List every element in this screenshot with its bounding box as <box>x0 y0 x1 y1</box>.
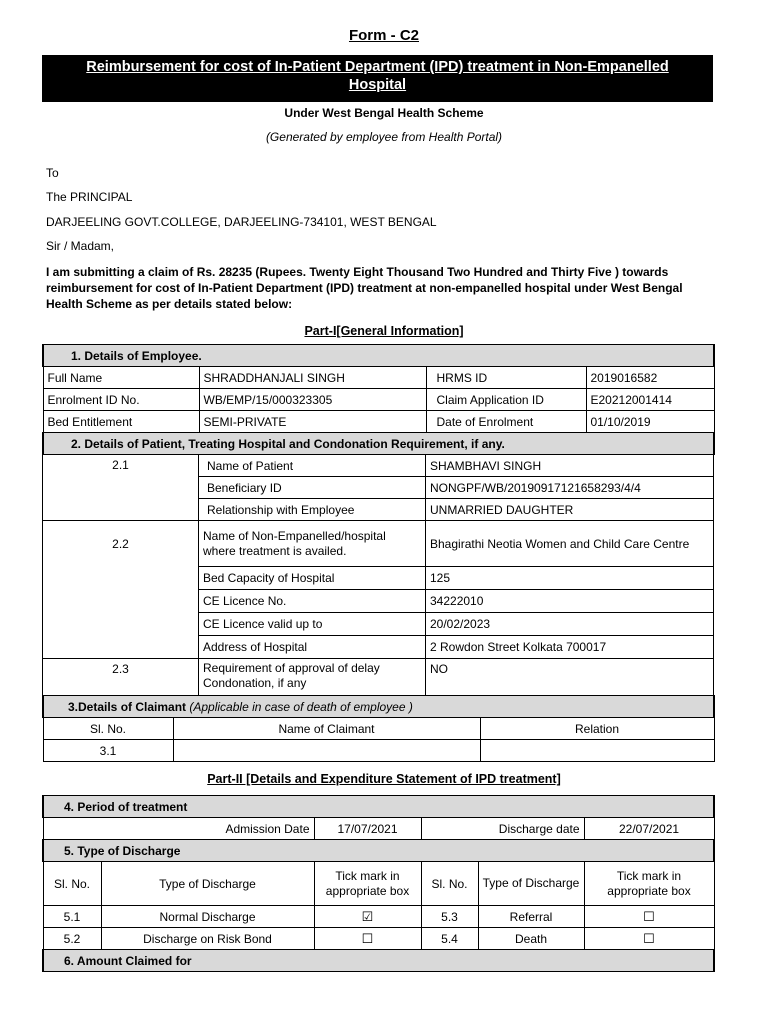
discharge-header-type-2: Type of Discharge <box>478 862 584 906</box>
full-name-value: SHRADDHANJALI SINGH <box>199 367 426 389</box>
discharge-type-table <box>42 861 715 972</box>
discharge-slno: 5.4 <box>421 928 478 950</box>
claimant-relation <box>480 740 714 762</box>
hospital-address-label: Address of Hospital <box>199 636 426 659</box>
section4-header: 4. Period of treatment <box>43 796 714 818</box>
bed-capacity-value: 125 <box>426 567 714 590</box>
generated-note: (Generated by employee from Health Portal) <box>265 130 503 144</box>
claimant-header-relation: Relation <box>480 718 714 740</box>
part1-table <box>42 344 715 455</box>
letter-to: To <box>46 166 59 180</box>
claimant-table <box>42 695 715 762</box>
discharge-header-type-1: Type of Discharge <box>101 862 314 906</box>
section5-header: 5. Type of Discharge <box>43 840 714 862</box>
enrolment-label: Enrolment ID No. <box>43 389 199 411</box>
condonation-label: Requirement of approval of delay Condonation, if any <box>199 659 426 697</box>
sl-2-1: 2.1 <box>43 455 199 521</box>
checked-box-icon: ☑ <box>361 908 374 924</box>
enrolment-date-label: Date of Enrolment <box>426 411 586 433</box>
referral-checkbox[interactable] <box>584 906 714 928</box>
discharge-slno: 5.3 <box>421 906 478 928</box>
full-name-label: Full Name <box>43 367 199 389</box>
patient-name-value: SHAMBHAVI SINGH <box>426 455 714 477</box>
section6-header: 6. Amount Claimed for <box>43 950 714 972</box>
bed-entitlement-value: SEMI-PRIVATE <box>199 411 426 433</box>
admission-date-value: 17/07/2021 <box>314 818 421 840</box>
condonation-value: NO <box>426 659 714 697</box>
discharge-header-tick-2: Tick mark in appropriate box <box>584 862 714 906</box>
ce-licence-label: CE Licence No. <box>199 590 426 613</box>
hospital-address-value: 2 Rowdon Street Kolkata 700017 <box>426 636 714 659</box>
sl-2-2: 2.2 <box>43 521 199 659</box>
patient-name-label: Name of Patient <box>199 455 426 477</box>
claimant-name <box>173 740 480 762</box>
form-banner-title: Reimbursement for cost of In-Patient Department (IPD) treatment in Non-Empanelled Hospital <box>42 55 713 102</box>
claim-id-value: E20212001414 <box>586 389 714 411</box>
risk-bond-checkbox[interactable] <box>314 928 421 950</box>
empty-box-icon: ☐ <box>361 930 374 946</box>
discharge-date-label: Discharge date <box>421 818 584 840</box>
discharge-type: Discharge on Risk Bond <box>101 928 314 950</box>
ce-valid-value: 20/02/2023 <box>426 613 714 636</box>
hrms-label: HRMS ID <box>426 367 586 389</box>
empty-box-icon: ☐ <box>643 908 655 924</box>
scheme-subtitle: Under West Bengal Health Scheme <box>284 106 484 120</box>
discharge-date-value: 22/07/2021 <box>584 818 714 840</box>
empty-box-icon: ☐ <box>643 930 655 946</box>
hrms-value: 2019016582 <box>586 367 714 389</box>
enrolment-value: WB/EMP/15/000323305 <box>199 389 426 411</box>
claimant-slno: 3.1 <box>43 740 173 762</box>
letter-recipient: The PRINCIPAL <box>46 190 133 204</box>
hospital-name-label: Name of Non-Empanelled/hospital where treatment is availed. <box>199 521 426 567</box>
relationship-value: UNMARRIED DAUGHTER <box>426 499 714 521</box>
beneficiary-id-label: Beneficiary ID <box>199 477 426 499</box>
part2-title: Part-II [Details and Expenditure Statement of IPD treatment] <box>207 772 561 786</box>
bed-entitlement-label: Bed Entitlement <box>43 411 199 433</box>
claim-id-label: Claim Application ID <box>426 389 586 411</box>
death-checkbox[interactable] <box>584 928 714 950</box>
discharge-slno: 5.2 <box>43 928 101 950</box>
section3-note: (Applicable in case of death of employee ) <box>189 699 413 714</box>
claimant-header-name: Name of Claimant <box>173 718 480 740</box>
section3-header <box>43 696 714 718</box>
section3-title: 3.Details of Claimant <box>68 699 187 714</box>
normal-discharge-checkbox[interactable] <box>314 906 421 928</box>
letter-salutation: Sir / Madam, <box>46 239 115 253</box>
admission-date-label: Admission Date <box>43 818 314 840</box>
form-number: Form - C2 <box>348 27 419 44</box>
section2-header: 2. Details of Patient, Treating Hospital and Condonation Requirement, if any. <box>43 433 714 455</box>
part1-title: Part-I[General Information] <box>304 324 464 338</box>
letter-address: DARJEELING GOVT.COLLEGE, DARJEELING-734101, WEST BENGAL <box>46 215 437 229</box>
patient-hospital-table <box>42 454 714 697</box>
letter-body: I am submitting a claim of Rs. 28235 (Rupees. Twenty Eight Thousand Two Hundred and Thirty Five ) towards reimbursement for cost of In-Patient Department (IPD) treatment at non-empanelled hospital under West Bengal Health Scheme as per details stated below: <box>46 265 683 311</box>
discharge-header-tick-1: Tick mark in appropriate box <box>314 862 421 906</box>
claimant-header-slno: Sl. No. <box>43 718 173 740</box>
ce-licence-value: 34222010 <box>426 590 714 613</box>
sl-2-3: 2.3 <box>43 659 199 697</box>
discharge-type: Death <box>478 928 584 950</box>
hospital-name-value: Bhagirathi Neotia Women and Child Care Centre <box>426 521 714 567</box>
ce-valid-label: CE Licence valid up to <box>199 613 426 636</box>
beneficiary-id-value: NONGPF/WB/20190917121658293/4/4 <box>426 477 714 499</box>
discharge-type: Normal Discharge <box>101 906 314 928</box>
section1-header: 1. Details of Employee. <box>43 345 714 367</box>
bed-capacity-label: Bed Capacity of Hospital <box>199 567 426 590</box>
discharge-type: Referral <box>478 906 584 928</box>
period-table <box>42 795 715 862</box>
enrolment-date-value: 01/10/2019 <box>586 411 714 433</box>
relationship-label: Relationship with Employee <box>199 499 426 521</box>
discharge-slno: 5.1 <box>43 906 101 928</box>
discharge-header-slno-1: Sl. No. <box>43 862 101 906</box>
discharge-header-slno-2: Sl. No. <box>421 862 478 906</box>
